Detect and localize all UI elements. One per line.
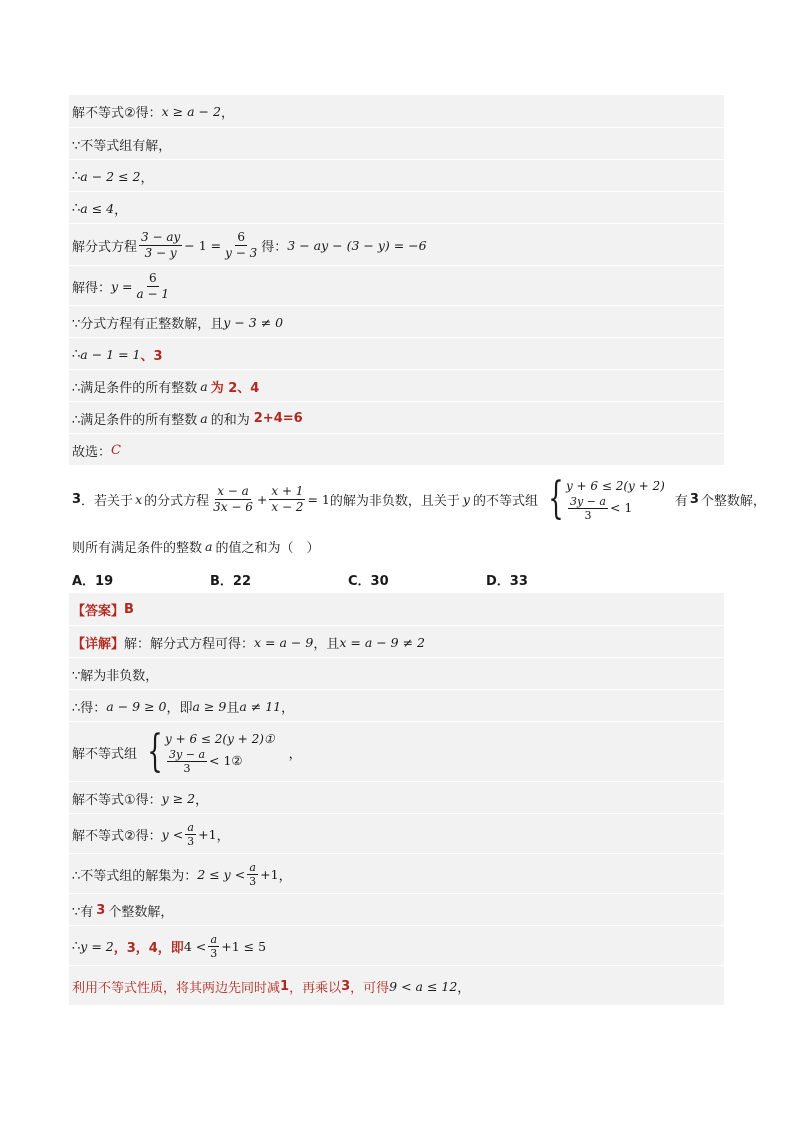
question-3-line-1: 3 ．若关于 x 的分式方程 $\frac{x - a}{3x - 6}$ + $\frac{x + 1}{x - 2}$ = 1 的解为非负数，且关于 y 的不等式组 { y + 6 ≤ 2(y + 2) $\frac{3y - a}{3}$ < 1 有 3 个整数解， bbox=[72, 473, 766, 524]
line-11: 故选： C bbox=[69, 433, 727, 466]
detail-line-9: ∴ y = 2 ，3，4，即 4 < $\frac{a}{3}$ +1 ≤ 5 bbox=[69, 925, 727, 966]
fraction: $\frac{3 - ay}{3 - y}$ bbox=[141, 229, 181, 260]
fraction: $\frac{6}{y - 3}$ bbox=[225, 229, 258, 260]
brace-icon: { bbox=[548, 473, 564, 524]
option-a[interactable]: A．19 bbox=[72, 574, 114, 589]
option-d[interactable]: D．33 bbox=[486, 574, 528, 589]
detail-line-6: 解不等式②得： y < $\frac{a}{3}$ +1 ， bbox=[69, 813, 727, 854]
inequality-system: { y + 6 ≤ 2(y + 2) $\frac{3y - a}{3}$ < 1 bbox=[548, 473, 665, 524]
answer-line: 【答案】 B bbox=[72, 601, 134, 619]
line-2: ∵不等式组有解， bbox=[69, 127, 727, 160]
detail-line-2: ∵解为非负数， bbox=[69, 657, 727, 690]
line-7: ∵分式方程有正整数解，且 y − 3 ≠ 0 bbox=[69, 305, 727, 338]
fraction: $\frac{x + 1}{x - 2}$ bbox=[271, 483, 304, 514]
line-4: ∴ a ≤ 4 ， bbox=[69, 191, 727, 224]
line-9: ∴满足条件的所有整数 a 为 2、4 bbox=[69, 369, 727, 402]
inequality-system: { y + 6 ≤ 2(y + 2)① $\frac{3y - a}{3}$ < 1② bbox=[147, 726, 275, 777]
fraction: $\frac{6}{a - 1}$ bbox=[136, 270, 170, 301]
detail-line-4: 解不等式组 { y + 6 ≤ 2(y + 2)① $\frac{3y - a}{3}$ < 1② ， bbox=[69, 721, 727, 782]
line-5: 解分式方程 $\frac{3 - ay}{3 - y}$ − 1 = $\frac{6}{y - 3}$ 得： 3 − ay − (3 − y) = −6 bbox=[69, 223, 727, 266]
detail-line-3: ∴得： a − 9 ≥ 0 ，即 a ≥ 9 且 a ≠ 11 ， bbox=[69, 689, 727, 722]
detail-line-7: ∴不等式组的解集为： 2 ≤ y < $\frac{a}{3}$ +1 ， bbox=[69, 853, 727, 894]
solution-block-2 bbox=[69, 593, 724, 1005]
option-b[interactable]: B．22 bbox=[210, 574, 251, 589]
line-6: 解得： y = $\frac{6}{a - 1}$ bbox=[69, 265, 727, 306]
line-3: ∴ a − 2 ≤ 2 ， bbox=[69, 159, 727, 192]
detail-line-5: 解不等式①得： y ≥ 2 ， bbox=[69, 781, 727, 814]
line-8: ∴ a − 1 = 1 、3 bbox=[69, 337, 727, 370]
detail-line-10: 利用不等式性质，将其两边先同时减 1 ，再乘以 3 ，可得 9 < a ≤ 12 ， bbox=[69, 965, 727, 1006]
solution-block-1 bbox=[69, 95, 724, 465]
option-c[interactable]: C．30 bbox=[348, 574, 389, 589]
line-10: ∴满足条件的所有整数 a 的和为 2+4=6 bbox=[69, 401, 727, 434]
fraction: $\frac{3y - a}{3}$ bbox=[569, 494, 606, 522]
line-1: 解不等式②得： x ≥ a − 2 ， bbox=[72, 103, 234, 121]
fraction: $\frac{a}{3}$ bbox=[187, 820, 195, 848]
fraction: $\frac{a}{3}$ bbox=[210, 932, 218, 960]
detail-line-1: 【详解】 解：解分式方程可得： x = a − 9 ，且 x = a − 9 ≠ 2 bbox=[69, 625, 727, 658]
fraction: $\frac{3y - a}{3}$ bbox=[169, 747, 205, 775]
detail-line-8: ∵有 3 个整数解， bbox=[69, 893, 727, 926]
fraction: $\frac{a}{3}$ bbox=[249, 860, 257, 888]
question-3-line-2: 则所有满足条件的整数 a 的值之和为（ ） bbox=[72, 538, 320, 556]
fraction: $\frac{x - a}{3x - 6}$ bbox=[213, 483, 253, 514]
brace-icon: { bbox=[147, 726, 163, 777]
